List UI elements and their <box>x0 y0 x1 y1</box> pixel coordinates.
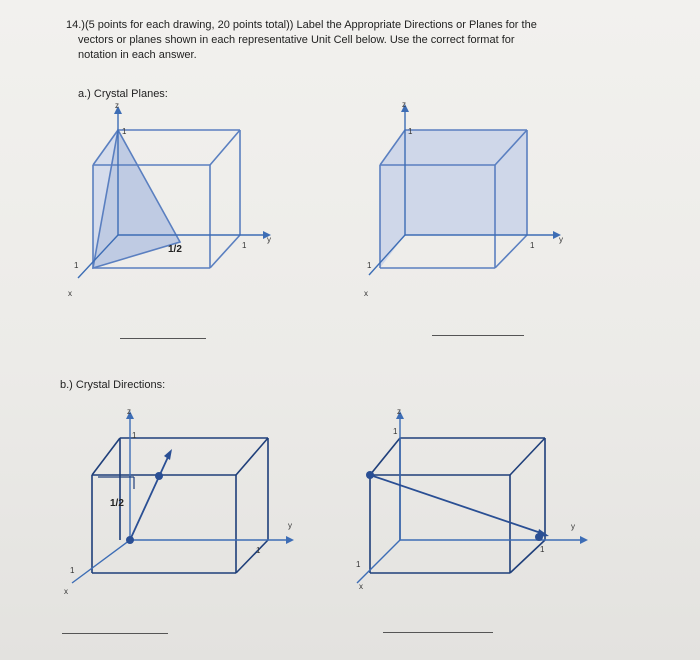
unit-cell-plane-2 <box>355 100 595 300</box>
x-label-3: x <box>64 587 68 596</box>
question-line-3: notation in each answer. <box>78 49 197 61</box>
z-one: 1 <box>122 127 127 136</box>
direction-vector-2 <box>370 475 541 533</box>
question-line-2: vectors or planes shown in each representative Unit Cell below. Use the correct format for <box>78 34 515 46</box>
x-label-2: x <box>364 289 368 298</box>
y-one-3: 1 <box>256 546 261 555</box>
x-one-4: 1 <box>356 560 361 569</box>
section-a-label: a.) Crystal Planes: <box>78 88 168 100</box>
answer-line-b2[interactable] <box>383 632 493 633</box>
half-label: 1/2 <box>168 244 182 255</box>
x-one-3: 1 <box>70 566 75 575</box>
unit-cell-direction-1 <box>58 405 298 600</box>
z-label-3: z <box>127 407 131 416</box>
answer-line-a1[interactable] <box>120 338 206 339</box>
z-one-2: 1 <box>408 127 413 136</box>
y-label-2: y <box>559 235 563 244</box>
y-one-4: 1 <box>540 545 545 554</box>
x-one: 1 <box>74 261 79 270</box>
y-label: y <box>267 235 271 244</box>
answer-line-b1[interactable] <box>62 633 168 634</box>
section-b-label: b.) Crystal Directions: <box>60 379 166 391</box>
z-label-4: z <box>397 407 401 416</box>
direction-vector <box>130 457 168 540</box>
y-one-2: 1 <box>530 241 535 250</box>
x-label-4: x <box>359 582 363 591</box>
z-one-3: 1 <box>132 431 137 440</box>
question-text <box>66 18 626 63</box>
y-one: 1 <box>242 241 247 250</box>
answer-line-a2[interactable] <box>432 335 524 336</box>
y-label-4: y <box>571 522 575 531</box>
z-one-4: 1 <box>393 427 398 436</box>
unit-cell-direction-2 <box>345 405 595 600</box>
z-label-2: z <box>402 100 406 109</box>
half-label-b1: 1/2 <box>110 498 124 509</box>
y-label-3: y <box>288 521 292 530</box>
z-label: z <box>115 101 119 110</box>
x-label: x <box>68 289 72 298</box>
unit-cell-plane-1 <box>60 100 280 300</box>
question-line-1: 14.)(5 points for each drawing, 20 points total)) Label the Appropriate Directions or Planes for the <box>66 19 537 31</box>
x-one-2: 1 <box>367 261 372 270</box>
